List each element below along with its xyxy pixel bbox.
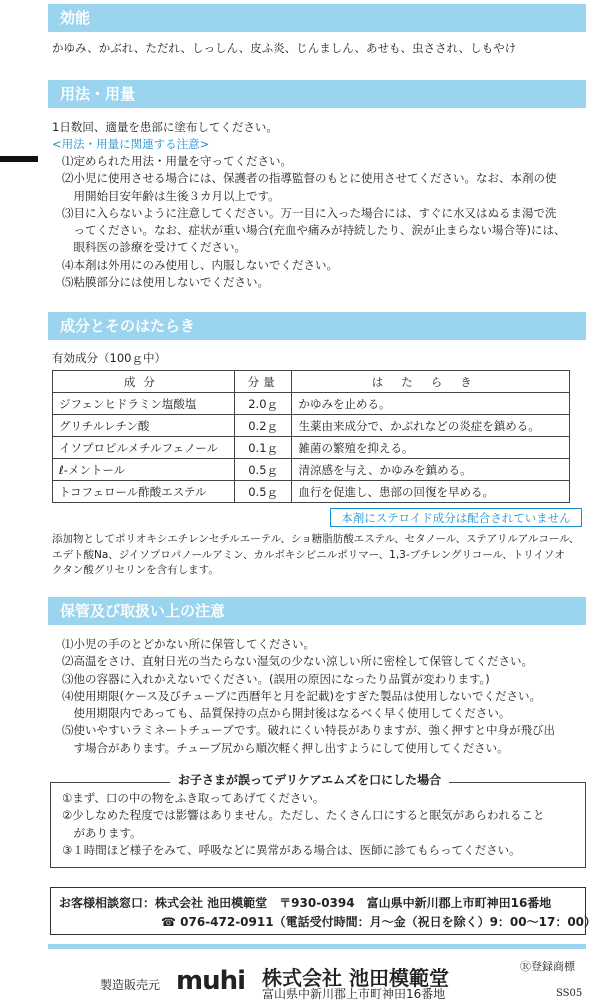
- ingredient-name: ジフェンヒドラミン塩酸塩: [53, 393, 235, 415]
- additives-line: クタン酸グリセリンを含有します。: [52, 564, 219, 576]
- contact-line-address: お客様相談窓口：株式会社 池田模範堂 〒930-0394 富山県中新川郡上市町神田16番地: [59, 896, 552, 910]
- registered-trademark: Ⓡ登録商標: [520, 960, 575, 973]
- ingredient-name: ℓ-メントール: [53, 459, 235, 481]
- usage-heading: 用法・用量: [48, 80, 586, 108]
- table-row: [53, 393, 570, 415]
- list-item: があります。: [62, 825, 142, 840]
- storage-heading: 保管及び取扱い上の注意: [48, 597, 586, 625]
- list-item: ⑴定められた用法・用量を守ってください。: [62, 154, 292, 168]
- ingredient-amount: 2.0ｇ: [234, 393, 292, 415]
- table-row: [53, 415, 570, 437]
- muhi-logo: muhi: [176, 966, 246, 996]
- ingredient-effect: 清涼感を与え、かゆみを鎮める。: [292, 459, 570, 481]
- steroid-free-note: 本剤にステロイド成分は配合されていません: [330, 508, 582, 527]
- table-row: [53, 459, 570, 481]
- margin-mark: [0, 156, 38, 162]
- ingredient-name: グリチルレチン酸: [53, 415, 235, 437]
- child-ingestion-list: [62, 790, 545, 859]
- list-item: 用開始目安年齢は生後３カ月以上です。: [62, 188, 280, 203]
- list-item: ⑸粘膜部分には使用しないでください。: [62, 275, 269, 290]
- column-header: 分量: [234, 371, 292, 393]
- divider: [48, 944, 586, 949]
- column-header: 成分: [53, 371, 235, 393]
- ingredients-caption: 有効成分（100ｇ中）: [52, 351, 166, 365]
- ingredient-amount: 0.1ｇ: [234, 437, 292, 459]
- ingredient-effect: 生薬由来成分で、かぶれなどの炎症を鎮める。: [292, 415, 570, 437]
- contact-line-phone: ☎ 076-472-0911（電話受付時間：月～金（祝日を除く）9：00～17：00）: [161, 915, 597, 929]
- company-name: 株式会社 池田模範堂: [262, 966, 449, 990]
- storage-notes-list: [62, 636, 555, 757]
- manufacturer-label: 製造販売元: [100, 978, 161, 992]
- additives-line: 添加物としてポリオキシエチレンセチルエーテル、ショ糖脂肪酸エステル、セタノール、ステアリルアルコール、: [52, 533, 580, 545]
- list-item: ⑵高温をさけ、直射日光の当たらない湿気の少ない涼しい所に密栓して保管してください。: [62, 654, 534, 669]
- additives-line: エデト酸Na、ジイソプロパノールアミン、カルボキシビニルポリマー、1,3-ブチレングリコール、トリイソオ: [52, 548, 565, 561]
- ingredients-heading: 成分とそのはたらき: [48, 312, 586, 340]
- ingredient-name: イソプロピルメチルフェノール: [53, 437, 235, 459]
- child-ingestion-title: お子さまが誤ってデリケアエムズを口にした場合: [170, 771, 449, 788]
- ingredient-name: トコフェロール酢酸エステル: [53, 481, 235, 503]
- ingredients-table: [52, 370, 570, 503]
- list-item: ⑶目に入らないように注意してください。万一目に入った場合には、すぐに水又はぬるま湯で洗: [62, 205, 557, 220]
- list-item: 眼科医の診療を受けてください。: [62, 240, 246, 255]
- list-item: 使用期限内であっても、品質保持の点から開封後はなるべく早く使用してください。: [62, 706, 511, 721]
- list-item: す場合があります。チューブ尻から順次軽く押し出すようにして使用してください。: [62, 740, 509, 755]
- table-header-row: [53, 371, 570, 393]
- efficacy-heading: 効能: [48, 4, 586, 32]
- list-item: ⑴小児の手のとどかない所に保管してください。: [62, 637, 315, 651]
- column-header: はたらき: [292, 371, 570, 393]
- document-code: SS05: [556, 988, 583, 999]
- table-row: [53, 437, 570, 459]
- list-item: ってください。なお、症状が重い場合(充血や痛みが持続したり、涙が止まらない場合等)には、: [62, 223, 566, 238]
- list-item: ①まず、口の中の物をふき取ってあげてください。: [62, 791, 325, 805]
- list-item: ③１時間ほど様子をみて、呼吸などに異常がある場合は、医師に診てもらってください。: [62, 842, 521, 857]
- ingredient-effect: 雑菌の繁殖を抑える。: [292, 437, 570, 459]
- usage-notes-title: <用法・用量に関連する注意>: [52, 137, 210, 151]
- usage-text: 1日数回、適量を患部に塗布してください。: [52, 120, 278, 134]
- efficacy-text: かゆみ、かぶれ、ただれ、しっしん、皮ふ炎、じんましん、あせも、虫さされ、しもやけ: [52, 41, 517, 55]
- list-item: ②少しなめた程度では影響はありません。ただし、たくさん口にすると眠気があらわれること: [62, 808, 545, 823]
- usage-notes-list: [52, 153, 566, 291]
- ingredient-amount: 0.5ｇ: [234, 481, 292, 503]
- list-item: ⑸使いやすいラミネートチューブです。破れにくい特長がありますが、強く押すと中身が飛び出: [62, 723, 555, 738]
- ingredient-effect: かゆみを止める。: [292, 393, 570, 415]
- ingredient-amount: 0.2ｇ: [234, 415, 292, 437]
- list-item: ⑵小児に使用させる場合には、保護者の指導監督のもとに使用させてください。なお、本剤の使: [62, 171, 557, 186]
- ingredient-amount: 0.5ｇ: [234, 459, 292, 481]
- ingredient-effect: 血行を促進し、患部の回復を早める。: [292, 481, 570, 503]
- list-item: ⑷使用期限(ケース及びチューブに西暦年と月を記載)をすぎた製品は使用しないでください。: [62, 688, 541, 703]
- table-row: [53, 481, 570, 503]
- list-item: ⑷本剤は外用にのみ使用し、内服しないでください。: [62, 257, 338, 272]
- customer-contact-box: [50, 887, 597, 935]
- list-item: ⑶他の容器に入れかえないでください。(誤用の原因になったり品質が変わります。): [62, 671, 490, 686]
- additives-text: [52, 532, 579, 579]
- company-address: 富山県中新川郡上市町神田16番地: [262, 987, 446, 1001]
